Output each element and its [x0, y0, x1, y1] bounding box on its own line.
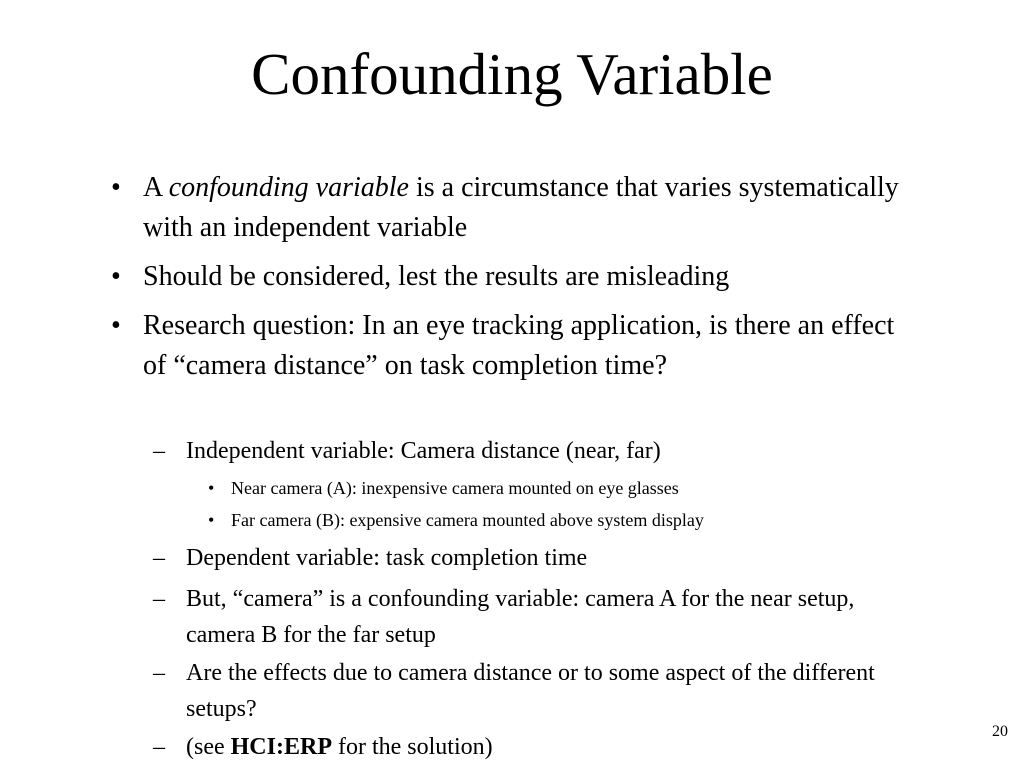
bullet-marker: • [111, 261, 121, 292]
bullet-text-emphasis: confounding variable [168, 172, 409, 203]
sub-bullet-text: Dependent variable: task completion time [186, 545, 588, 571]
sub-bullet-item [153, 581, 926, 653]
dash-marker: – [153, 545, 165, 571]
bullet-marker: • [208, 510, 215, 530]
sub-bullet-text-suffix: for the solution) [331, 734, 493, 760]
sub-bullet-item [153, 540, 926, 576]
bullet-marker: • [208, 478, 215, 498]
bullet-text [143, 168, 913, 248]
bullet-text-prefix: A [143, 172, 169, 203]
page-number: 20 [992, 723, 1008, 740]
bullet-item [111, 168, 913, 248]
sub-bullet-item [153, 433, 926, 469]
sub-bullet-text: But, “camera” is a confounding variable: camera A for the near setup, camera B for the far setup [186, 586, 855, 648]
sub-bullet-text: Are the effects due to camera distance or to some aspect of the different setups? [186, 660, 875, 722]
dash-marker: – [153, 660, 165, 686]
bullet-item [111, 306, 913, 386]
sub-bullet-text-bold: HCI:ERP [230, 734, 332, 760]
bullet-marker: • [111, 172, 121, 203]
sub-bullet-item [153, 729, 926, 765]
sub-sub-bullet-text: Far camera (B): expensive camera mounted above system display [231, 510, 704, 530]
sub-sub-bullet-item [208, 472, 931, 504]
bullet-text: Should be considered, lest the results are misleading [143, 261, 730, 292]
sub-bullet-text [186, 729, 926, 765]
dash-marker: – [153, 586, 165, 612]
sub-bullet-item [153, 655, 926, 727]
sub-sub-bullet-text: Near camera (A): inexpensive camera mounted on eye glasses [231, 478, 679, 498]
dash-marker: – [153, 438, 165, 464]
slide-title: Confounding Variable [251, 41, 773, 107]
bullet-text: Research question: In an eye tracking application, is there an effect of “camera distance” on task completion time? [143, 310, 895, 381]
bullet-item [111, 257, 913, 297]
bullet-marker: • [111, 310, 121, 341]
sub-bullet-text: Independent variable: Camera distance (near, far) [186, 438, 661, 464]
bullet-text-suffix: is a circumstance that varies systematically with an independent variable [143, 172, 899, 243]
sub-sub-bullet-item [208, 504, 931, 536]
dash-marker: – [153, 734, 165, 760]
sub-bullet-text-prefix: (see [186, 734, 231, 760]
